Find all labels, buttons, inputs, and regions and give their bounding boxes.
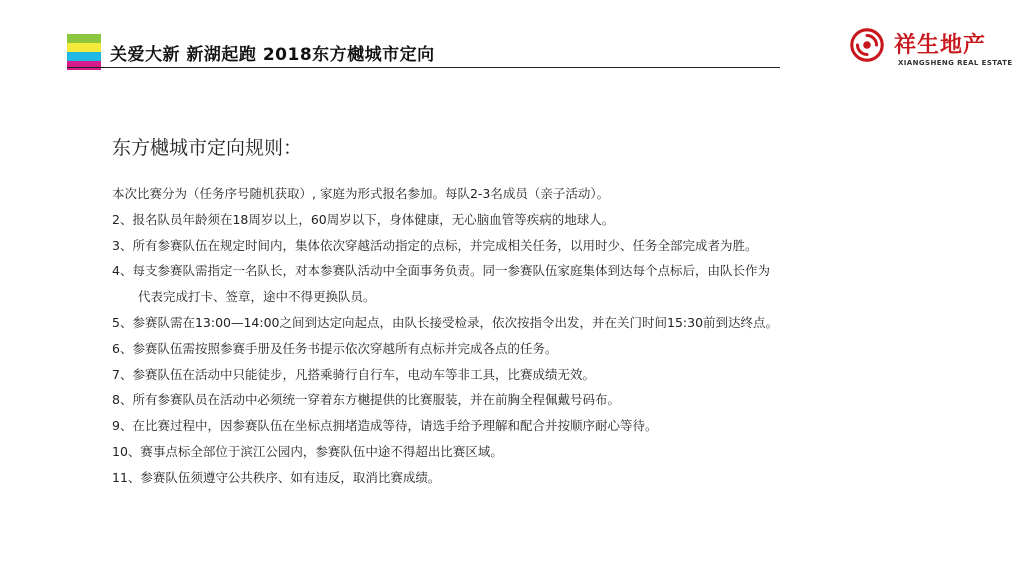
rule-item: 3、所有参赛队伍在规定时间内，集体依次穿越活动指定的点标，并完成相关任务，以用时少、任务全部完成者为胜。 — [112, 237, 758, 253]
rule-item: 6、参赛队伍需按照参赛手册及任务书提示依次穿越所有点标并完成各点的任务。 — [112, 340, 558, 356]
company-logo — [848, 26, 1013, 72]
rule-item: 本次比赛分为（任务序号随机获取）, 家庭为形式报名参加。每队2-3名成员（亲子活动）。 — [112, 186, 610, 201]
section-title: 东方樾城市定向规则： — [112, 137, 303, 159]
rules-list — [112, 181, 902, 491]
logo-english-name: XIANGSHENG REAL ESTATE — [898, 59, 1013, 67]
rule-item: 5、参赛队需在13:00—14:00之间到达定向起点，由队长接受检录，依次按指令出发，并在关门时间15:30前到达终点。 — [112, 314, 779, 330]
rule-item: 7、参赛队伍在活动中只能徒步，凡搭乘骑行自行车，电动车等非工具，比赛成绩无效。 — [112, 366, 595, 382]
rule-item-continuation: 代表完成打卡、签章，途中不得更换队员。 — [138, 289, 376, 305]
rule-item: 8、所有参赛队员在活动中必须统一穿着东方樾提供的比赛服装，并在前胸全程佩戴号码布。 — [112, 392, 620, 408]
rule-item: 10、赛事点标全部位于滨江公园内，参赛队伍中途不得超出比赛区域。 — [112, 443, 503, 459]
rule-item: 11、参赛队伍须遵守公共秩序、如有违反，取消比赛成绩。 — [112, 469, 441, 485]
header-title: 关爱大新 新湖起跑 2018东方樾城市定向 — [110, 45, 435, 65]
rule-item: 4、每支参赛队需指定一名队长，对本参赛队活动中全面事务负责。同一参赛队伍家庭集体到达每个点标后，由队长作为 — [112, 263, 770, 279]
color-bar-magenta — [67, 61, 101, 70]
color-bar-yellow — [67, 43, 101, 52]
rule-item: 9、在比赛过程中，因参赛队伍在坐标点拥堵造成等待，请选手给予理解和配合并按顺序耐心等待。 — [112, 418, 658, 434]
header-divider — [67, 67, 780, 68]
rule-item: 2、报名队员年龄须在18周岁以上，60周岁以下，身体健康，无心脑血管等疾病的地球人。 — [112, 211, 615, 227]
header-color-bars — [67, 34, 101, 70]
swirl-logo-icon — [848, 26, 886, 64]
logo-chinese-name: 祥生地产 — [894, 33, 987, 58]
color-bar-blue — [67, 52, 101, 61]
color-bar-green — [67, 34, 101, 43]
